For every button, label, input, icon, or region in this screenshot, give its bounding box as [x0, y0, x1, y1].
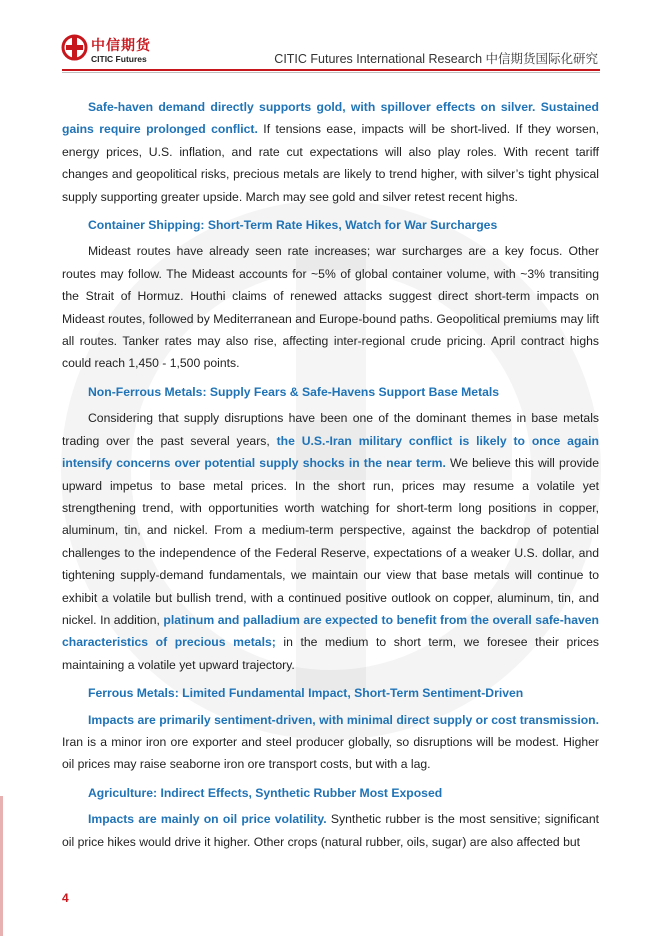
- heading-container-shipping: Container Shipping: Short-Term Rate Hikes, Watch for War Surcharges: [88, 218, 498, 233]
- logo-english-name: CITIC Futures: [91, 54, 147, 64]
- header-title: CITIC Futures International Research 中信期货国际化研究: [274, 52, 598, 66]
- report-body: [62, 96, 599, 859]
- paragraph-ferrous-metals: [62, 709, 599, 776]
- page-number: 4: [62, 891, 69, 905]
- heading-non-ferrous-metals: Non-Ferrous Metals: Supply Fears & Safe-Havens Support Base Metals: [88, 384, 500, 399]
- highlight-text: the U.S.-Iran military conflict is likely to once again intensify concerns over potential supply shocks in the near term.: [62, 433, 599, 471]
- citic-logo-icon: [61, 34, 88, 61]
- heading-agriculture: Agriculture: Indirect Effects, Synthetic Rubber Most Exposed: [88, 785, 443, 800]
- citic-futures-logo: [61, 34, 161, 66]
- logo-chinese-name: 中信期货: [91, 38, 151, 54]
- highlight-text: Safe-haven demand directly supports gold, with spillover effects on silver. Sustained gains require prolonged conflict.: [62, 100, 599, 137]
- paragraph-non-ferrous-metals: [62, 407, 599, 676]
- body-text: Considering that supply disruptions have been one of the dominant themes in base metals trading over the past several years,: [62, 411, 599, 448]
- header-divider: [62, 69, 600, 71]
- highlight-text: Impacts are primarily sentiment-driven, with minimal direct supply or cost transmission.: [88, 712, 599, 727]
- highlight-text: Impacts are mainly on oil price volatility.: [88, 812, 327, 827]
- heading-ferrous-metals: Ferrous Metals: Limited Fundamental Impact, Short-Term Sentiment-Driven: [88, 686, 524, 701]
- body-text: Synthetic rubber is the most sensitive; significant oil price hikes would drive it higher. Other crops (natural rubber, oils, sugar) are also affected but: [62, 812, 599, 849]
- header-divider-thin: [62, 72, 600, 73]
- highlight-text: platinum and palladium are expected to benefit from the overall safe-haven characteristics of precious metals;: [62, 612, 599, 650]
- paragraph-precious-metals: [62, 96, 599, 208]
- body-text: We believe this will provide upward impetus to base metal prices. In the short run, prices may resume a volatile yet strengthening trend, with opportunities worth watching for short-term long positions in copper, aluminum, tin, and nickel. From a medium-term perspective, against the backdrop of potential challenges to the independence of the Federal Reserve, expectations of a weaker U.S. dollar, and tightening supply-demand fundamentals, we maintain our view that base metals will continue to exhibit a volatile but bullish trend, with a continued positive outlook on copper, aluminum, tin, and nickel. In addition,: [62, 456, 599, 627]
- paragraph-agriculture: [62, 808, 599, 853]
- body-text: Iran is a minor iron ore exporter and steel producer globally, so disruptions will be modest. Higher oil prices may raise seaborne iron ore transport costs, but with a lag.: [62, 734, 599, 772]
- body-text: If tensions ease, impacts will be short-lived. If they worsen, energy prices, U.S. inflation, and rate cut expectations will also play roles. With recent tariff changes and geopolitical risks, precious metals are likely to trend higher, with silver’s tight physical supply supporting greater upside. March may see gold and silver retest recent highs.: [62, 122, 599, 204]
- margin-decoration: [0, 796, 3, 936]
- paragraph-container-shipping: Mideast routes have already seen rate increases; war surcharges are a key focus. Other routes may follow. The Mideast accounts for ~5% of global container volume, with ~3% transiting the Strait of Hormuz. Houthi claims of renewed attacks suggest direct short-term impacts on Mideast routes, followed by Mediterranean and Europe-bound paths. Geopolitical premiums may lift all routes. Tanker rates may also rise, affecting inter-regional crude pricing. April contract highs could reach 1,450 - 1,500 points.: [62, 244, 599, 371]
- body-text: in the medium to short term, we foresee their prices maintaining a volatile yet upward trajectory.: [62, 635, 599, 672]
